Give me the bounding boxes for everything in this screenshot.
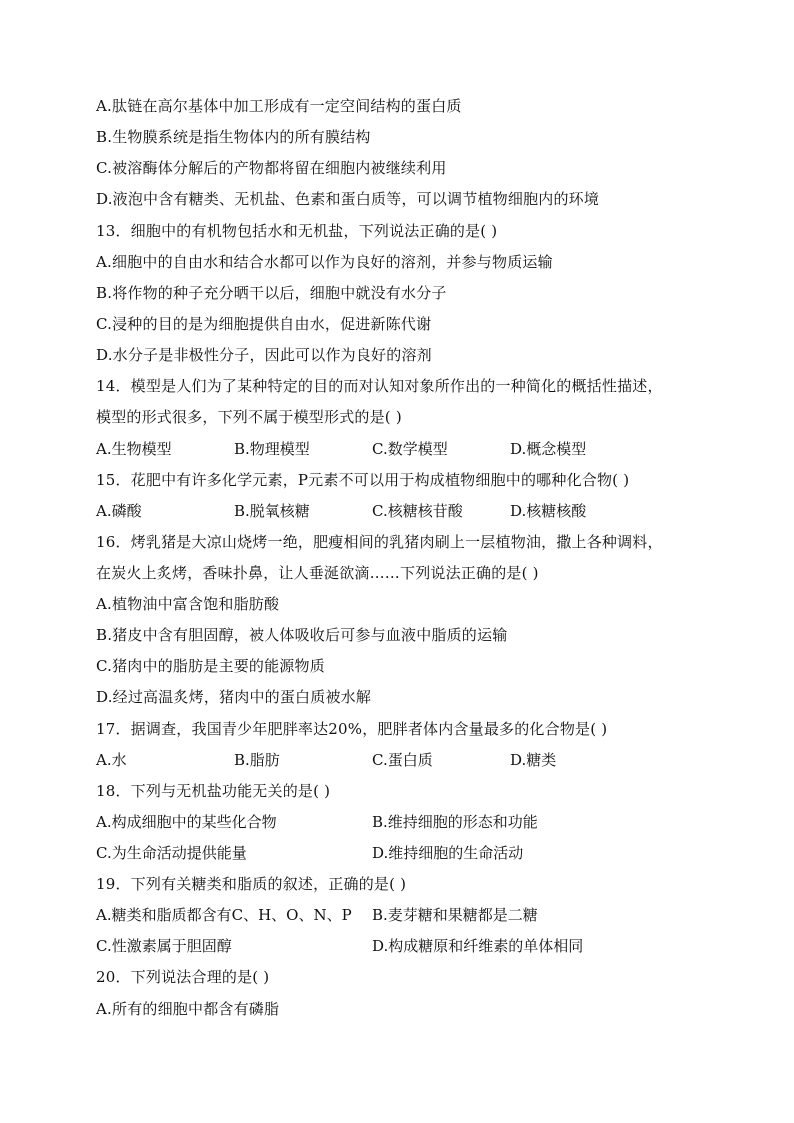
q18-stem: 18．下列与无机盐功能无关的是( ) xyxy=(96,782,331,800)
q19-stem: 19．下列有关糖类和脂质的叙述，正确的是( ) xyxy=(96,875,407,893)
q14-option-b: B.物理模型 xyxy=(234,440,310,458)
q17-stem: 17．据调查，我国青少年肥胖率达20%，肥胖者体内含量最多的化合物是( ) xyxy=(96,720,608,738)
q17-option-c: C.蛋白质 xyxy=(372,751,433,769)
q13-option-c: C.浸种的目的是为细胞提供自由水，促进新陈代谢 xyxy=(96,315,432,333)
q18-option-a: A.构成细胞中的某些化合物 xyxy=(96,813,277,831)
q17-option-b: B.脂肪 xyxy=(234,751,280,769)
q14-stem-line2: 模型的形式很多，下列不属于模型形式的是( ) xyxy=(96,408,402,426)
q12-option-c: C.被溶酶体分解后的产物都将留在细胞内被继续利用 xyxy=(96,159,447,177)
q15-stem: 15．花肥中有许多化学元素，P元素不可以用于构成植物细胞中的哪种化合物( ) xyxy=(96,471,630,489)
q14-option-d: D.概念模型 xyxy=(510,440,587,458)
q20-stem: 20．下列说法合理的是( ) xyxy=(96,968,270,986)
q15-option-d: D.核糖核酸 xyxy=(510,502,587,520)
q14-option-a: A.生物模型 xyxy=(96,440,172,458)
q17-option-a: A.水 xyxy=(96,751,127,769)
q19-option-c: C.性激素属于胆固醇 xyxy=(96,937,232,955)
q15-option-b: B.脱氧核糖 xyxy=(234,502,310,520)
q19-option-a: A.糖类和脂质都含有C、H、O、N、P xyxy=(96,906,352,924)
q19-option-b: B.麦芽糖和果糖都是二糖 xyxy=(372,906,538,924)
q18-option-b: B.维持细胞的形态和功能 xyxy=(372,813,538,831)
q12-option-b: B.生物膜系统是指生物体内的所有膜结构 xyxy=(96,128,371,146)
q15-option-c: C.核糖核苷酸 xyxy=(372,502,463,520)
q18-option-c: C.为生命活动提供能量 xyxy=(96,844,247,862)
q13-stem: 13．细胞中的有机物包括水和无机盐，下列说法正确的是( ) xyxy=(96,222,498,240)
q12-option-a: A.肽链在高尔基体中加工形成有一定空间结构的蛋白质 xyxy=(96,97,462,115)
q14-stem-line1: 14．模型是人们为了某种特定的目的而对认知对象所作出的一种简化的概括性描述， xyxy=(96,377,663,395)
q13-option-a: A.细胞中的自由水和结合水都可以作为良好的溶剂，并参与物质运输 xyxy=(96,253,553,271)
q17-option-d: D.糖类 xyxy=(510,751,557,769)
q16-option-c: C.猪肉中的脂肪是主要的能源物质 xyxy=(96,657,325,675)
q16-stem-line1: 16．烤乳猪是大凉山烧烤一绝，肥瘦相间的乳猪肉刷上一层植物油，撒上各种调料， xyxy=(96,533,663,551)
q19-option-d: D.构成糖原和纤维素的单体相同 xyxy=(372,937,584,955)
q13-option-d: D.水分子是非极性分子，因此可以作为良好的溶剂 xyxy=(96,346,432,364)
q16-option-d: D.经过高温炙烤，猪肉中的蛋白质被水解 xyxy=(96,688,372,706)
q15-option-a: A.磷酸 xyxy=(96,502,142,520)
q14-option-c: C.数学模型 xyxy=(372,440,448,458)
q20-option-a: A.所有的细胞中都含有磷脂 xyxy=(96,1000,280,1018)
q18-option-d: D.维持细胞的生命活动 xyxy=(372,844,524,862)
q12-option-d: D.液泡中含有糖类、无机盐、色素和蛋白质等，可以调节植物细胞内的环境 xyxy=(96,190,600,208)
q16-option-a: A.植物油中富含饱和脂肪酸 xyxy=(96,595,280,613)
q13-option-b: B.将作物的种子充分晒干以后，细胞中就没有水分子 xyxy=(96,284,447,302)
q16-stem-line2: 在炭火上炙烤，香味扑鼻，让人垂涎欲滴……下列说法正确的是( ) xyxy=(96,564,539,582)
q16-option-b: B.猪皮中含有胆固醇，被人体吸收后可参与血液中脂质的运输 xyxy=(96,626,508,644)
